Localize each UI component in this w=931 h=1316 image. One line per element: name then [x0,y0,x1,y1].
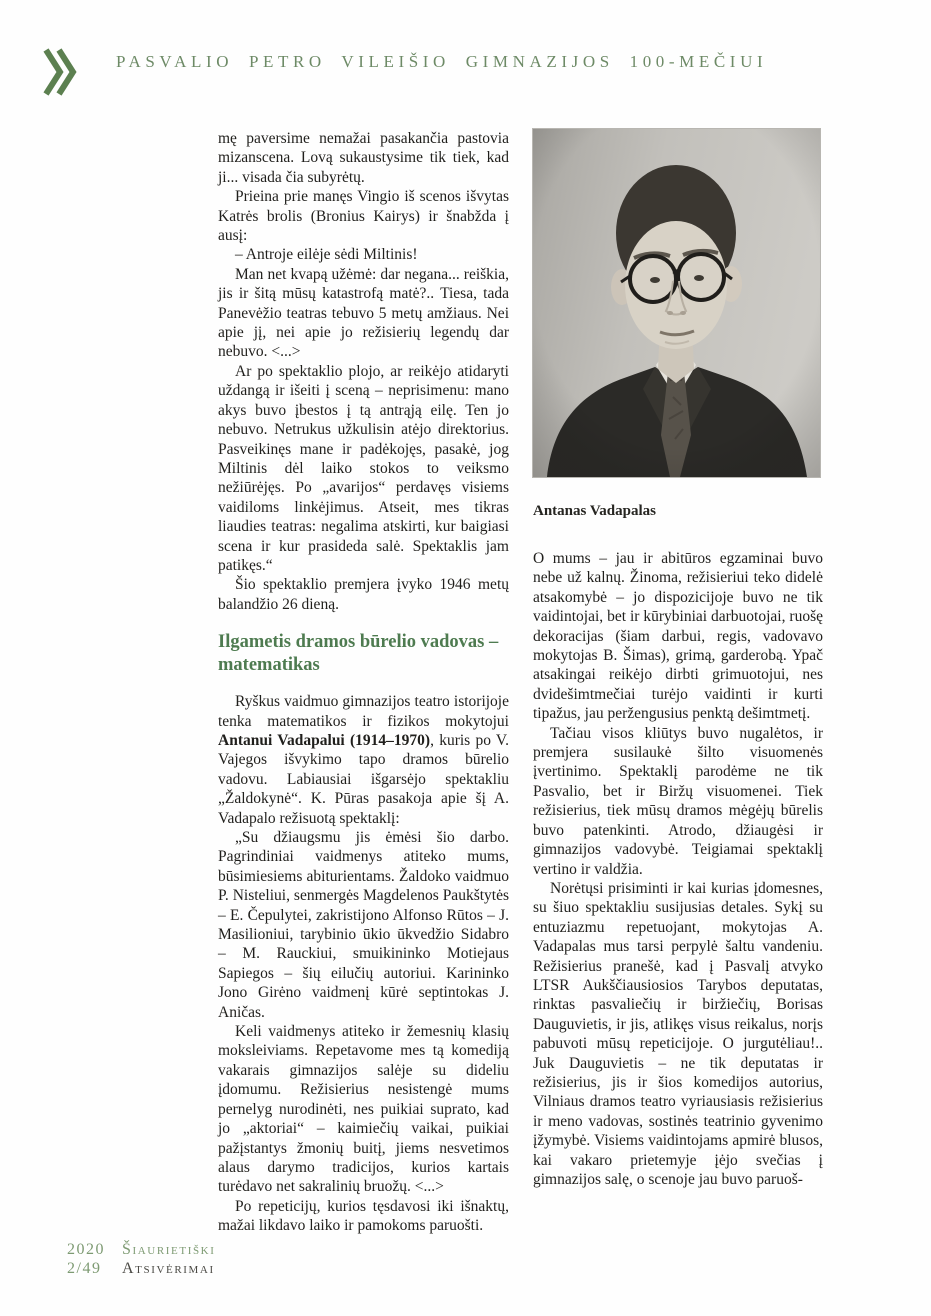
right-column [533,129,823,1189]
page-footer [67,1240,215,1278]
paragraph: O mums – jau ir abitūros egzaminai buvo nebe už kalnų. Žinoma, režisieriui teko didelė atsakomybė – jo dispozicijoje buvo ne tik vaidintojai, bet ir kūrybiniai darbuotojai, ruošę dekoracijas (šiam darbui, regis, vadovavo mokytojas B. Šimas), grimą, garderobą. Ypač atsakingai reikėjo dirbti grimuotojui, nes dvidešimtmečiai turėjo vaidinti ir kurti tipažus, jau peržengusius penktą dešimtmetį. [533,550,823,723]
paragraph: Po repeticijų, kurios tęsdavosi iki išnaktų, mažai likdavo laiko ir pamokoms paruošti. [218,1197,509,1235]
paragraph: Norėtųsi prisiminti ir kai kurias įdomesnes, su šiuo spektakliu susijusias detales. Sykį su entuziazmu repetuojant, mokytojas A. Vadapalas mus tarsi perpylė šaltu vandeniu. Režisierius pranešė, kad į Pasvalį atvyko LTSR Aukščiausiosios Tarybos deputatas, rinktas pasvaliečių ir biržiečių, Borisas Dauguvietis, ir jis, atlikęs visus reikalus, norįs pabuvoti mūsų repeticijoje. O jurgutėliau!.. Juk Dauguvietis – ne tik deputatas ir režisierius, jis ir šios komedijos autorius, Vilniaus dramos teatro vyriausiasis režisierius ir meno vadovas, sostinės teatrinio gyvenimo įžymybė. Visiems vaidintojams apmirė blusos, kai vakaro prietemyje įėjo svečias į gimnazijos salę, o scenoje jau buvo paruoš- [533,879,823,1188]
paragraph: Ar po spektaklio plojo, ar reikėjo atidaryti uždangą ir išeiti į sceną – neprisimenu: mano akys buvo įbestos į tą antrąją eilę. Ten jo nebuvo. Netrukus užkulisin atėjo direktorius. Pasveikinęs mane ir padėkojęs, pasakė, jog Miltinis dėl laiko stokos to veiksmo nežiūrėjęs. Po „avarijos“ perdavęs visiems vaidiloms linkėjimus. Atseit, mes tikras liaudies teatras: negalima atskirti, kur baigiasi scena ir kur prasideda salė. Spektaklis jam patikęs.“ [218,362,509,574]
left-column-text-top [218,129,509,614]
left-column-text-bottom [218,692,509,1235]
paragraph: „Su džiaugsmu jis ėmėsi šio darbo. Pagrindiniai vaidmenys atiteko mums, būsimiesiems abiturientams. Žaldoko vaidmuo P. Nisteliui, senmergės Magdelenos Paukštytės – E. Čepulytei, zakristijono Alfonso Rūtos – J. Masilioniui, tarybinio ūkio ūkvedžio Sidabro – M. Rauckiui, smuikininko Motiejaus Sapiegos – šių eilučių autoriui. Karininko Jono Girėno vaidmenį kūrė septintokas J. Aničas. [218,829,509,1021]
paragraph: Šio spektaklio premjera įvyko 1946 metų balandžio 26 dieną. [218,576,509,613]
page-header-title: PASVALIO PETRO VILEIŠIO GIMNAZIJOS 100-MEČIUI [116,52,768,71]
paragraph: Ryškus vaidmuo gimnazijos teatro istorijoje tenka matematikos ir fizikos mokytojui Antanui Vadapalui (1914–1970), kuris po V. Vajegos išvykimo tapo dramos būrelio vadovu. Labiausiai išgarsėjo spektakliu „Žaldokynė“. K. Pūras pasakoja apie šį A. Vadapalo režisuotą spektaklį: [218,693,510,827]
right-column-text [533,549,823,1189]
paragraph: mę paversime nemažai pasakančia pastovia mizanscena. Lovą sukaustysime tik tiek, kad ji... visada čia subyrėtų. [218,130,509,186]
footer-page-number: 2/49 [67,1260,102,1277]
footer-row-1 [67,1240,215,1259]
portrait-photo [533,129,820,477]
paragraph: Man net kvapą užėmė: dar negana... reiškia, jis ir šitą mūsų katastrofą matė?.. Tiesa, tada Panevėžio teatras tebuvo 5 metų amžiaus. Nei apie jį, nei apie jo režisierių legendų dar nebuvo. <...> [218,265,509,361]
section-heading: Ilgametis dramos būrelio vadovas – matematikas [218,632,499,676]
double-chevron-right-icon [43,47,77,97]
footer-row-2 [67,1259,215,1278]
paragraph: – Antroje eilėje sėdi Miltinis! [235,246,418,264]
paragraph: Prieina prie manęs Vingio iš scenos išvytas Katrės brolis (Bronius Kairys) ir šnabžda į ausį: [218,188,509,245]
paragraph: Keli vaidmenys atiteko ir žemesnių klasių moksleiviams. Repetavome mes tą komediją vakarais gimnazijos salėje su dideliu įdomumu. Režisierius nesistengė mums pernelyg nurodinėti, nes puikiai suprato, kad jo „aktoriai“ – kaimiečių vaikai, puikiai pažįstantys žmonių buitį, jiems nesvetimos alaus darymo tradicijos, kurios kartais turėdavo net sakralinių bruožų. <...> [218,1023,509,1196]
paragraph: Tačiau visos kliūtys buvo nugalėtos, ir premjera susilaukė šilto visuomenės įvertinimo. Spektaklį parodėme ne tik Pasvalio, bet ir Biržų visuomenei. Tiek režisierius, tiek mūsų dramos mėgėjų būrelis buvo patenkinti. Atrodo, džiaugėsi ir gimnazijos vadovybė. Teigiamai spektaklį vertino ir valdžia. [533,724,823,878]
photo-caption: Antanas Vadapalas [533,503,656,519]
portrait-illustration [533,129,820,477]
left-column [218,129,509,1236]
footer-magazine-title: Šiaurietiški [122,1241,216,1258]
footer-year: 2020 [67,1241,105,1258]
footer-magazine-subtitle: Atsivėrimai [122,1260,215,1277]
